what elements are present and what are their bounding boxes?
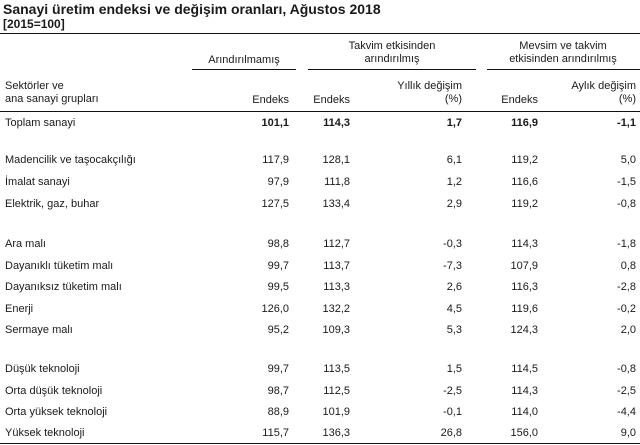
cell-annual-change: -7,3 [443,260,462,272]
group-header-seasonal-line1: Mevsim ve takvim [519,40,607,52]
cell-endeks-seasonal: 114,3 [511,385,538,397]
cell-monthly-change: -1,5 [617,176,636,188]
top-rule [0,33,640,34]
group-header-seasonal [487,40,639,66]
cell-annual-change: -2,5 [443,385,462,397]
column-header-annual-line1: Yıllık değişim [397,80,462,92]
column-header-monthly-line1: Aylık değişim [571,80,636,92]
cell-endeks-calendar: 113,7 [323,260,350,272]
row-label: Sermaye malı [5,324,73,336]
group-header-calendar-line1: Takvim etkisinden [348,40,436,52]
table-row [0,278,640,297]
cell-endeks-calendar: 109,3 [322,324,350,336]
cell-endeks-calendar: 112,7 [323,238,350,250]
cell-endeks-unadjusted: 99,7 [267,363,289,375]
group-header-calendar [308,40,476,66]
cell-endeks-calendar: 113,5 [323,363,350,375]
group-header-unadjusted: Arındırılmamış [208,54,280,66]
cell-monthly-change: -4,4 [617,406,636,418]
row-label: Enerji [5,303,34,315]
cell-endeks-unadjusted: 97,9 [267,176,289,188]
cell-endeks-seasonal: 119,6 [511,303,538,315]
cell-endeks-unadjusted: 115,7 [262,427,289,439]
table-row [0,173,640,192]
cell-annual-change: -0,3 [443,238,462,250]
cell-endeks-unadjusted: 95,2 [267,324,289,336]
table-row-total [0,114,640,133]
column-header-sector [5,80,99,106]
column-header-endeks-unadjusted: Endeks [252,94,289,106]
row-label: Dayanıksız tüketim malı [5,281,122,293]
cell-endeks-unadjusted: 126,0 [261,303,289,315]
cell-endeks-calendar: 112,5 [323,385,350,397]
cell-annual-change: 26,8 [440,427,462,439]
column-header-monthly-line2: (%) [618,93,636,105]
group-underline-seasonal [487,69,640,70]
cell-endeks-unadjusted: 117,9 [262,154,289,166]
row-label: Orta düşük teknoloji [5,385,103,397]
cell-endeks-seasonal: 156,0 [510,427,538,439]
row-label: Düşük teknoloji [5,363,80,375]
cell-endeks-seasonal: 119,2 [511,198,538,210]
table-row [0,300,640,319]
row-label: Yüksek teknoloji [5,427,85,439]
cell-endeks-unadjusted: 98,7 [267,385,289,397]
cell-monthly-change: -0,2 [617,303,636,315]
cell-endeks-calendar: 101,9 [322,406,350,418]
cell-annual-change: 1,2 [446,176,462,188]
cell-endeks-unadjusted: 101,1 [261,117,289,129]
cell-endeks-unadjusted: 99,5 [267,281,289,293]
cell-endeks-seasonal: 114,5 [511,363,538,375]
table-row [0,403,640,422]
group-underline-calendar [308,69,476,70]
cell-monthly-change: 9,0 [620,427,636,439]
cell-endeks-calendar: 136,3 [322,427,350,439]
cell-endeks-calendar: 113,3 [323,281,350,293]
row-label: Dayanıklı tüketim malı [5,260,114,272]
cell-monthly-change: 5,0 [620,154,636,166]
group-header-seasonal-line2: etkisinden arındırılmış [509,53,617,65]
bottom-rule [0,443,640,444]
table-title: Sanayi üretim endeksi ve değişim oranları, Ağustos 2018 [3,1,381,17]
cell-annual-change: 6,1 [446,154,462,166]
cell-annual-change: 1,5 [446,363,462,375]
cell-annual-change: 2,6 [446,281,462,293]
cell-endeks-calendar: 132,2 [322,303,350,315]
cell-annual-change: 2,9 [446,198,462,210]
row-label: Orta yüksek teknoloji [5,406,108,418]
cell-annual-change: 1,7 [446,117,462,129]
row-label: Elektrik, gaz, buhar [5,198,100,210]
cell-endeks-seasonal: 114,0 [511,406,538,418]
cell-endeks-calendar: 111,8 [324,176,350,188]
cell-endeks-seasonal: 114,3 [511,238,538,250]
cell-annual-change: -0,1 [443,406,462,418]
table-subtitle: [2015=100] [3,17,65,31]
table-row [0,195,640,214]
cell-monthly-change: 2,0 [620,324,636,336]
group-header-calendar-line2: arındırılmış [364,53,420,65]
cell-annual-change: 4,5 [446,303,462,315]
cell-endeks-calendar: 114,3 [323,117,350,129]
table-row [0,424,640,443]
column-header-annual-line2: (%) [444,93,462,105]
table-row [0,235,640,254]
cell-endeks-seasonal: 107,9 [510,260,538,272]
cell-endeks-calendar: 128,1 [322,154,350,166]
cell-endeks-seasonal: 116,6 [511,176,538,188]
column-header-endeks-calendar: Endeks [313,94,350,106]
cell-endeks-unadjusted: 127,5 [261,198,289,210]
cell-monthly-change: -1,8 [617,238,636,250]
cell-monthly-change: 0,8 [620,260,636,272]
cell-endeks-seasonal: 116,3 [511,281,538,293]
cell-monthly-change: -0,8 [617,363,636,375]
column-header-annual-change [376,80,462,106]
cell-endeks-unadjusted: 88,9 [267,406,289,418]
group-underline-unadjusted [192,69,296,70]
row-label: Toplam sanayi [5,117,76,129]
row-label: İmalat sanayi [5,176,70,188]
header-rule [0,111,640,112]
column-header-monthly-change [548,80,636,106]
table-row [0,382,640,401]
table-row [0,321,640,340]
table-row [0,151,640,170]
cell-monthly-change: -0,8 [617,198,636,210]
column-header-endeks-seasonal: Endeks [501,94,538,106]
cell-endeks-unadjusted: 99,7 [267,260,289,272]
column-header-sector-line1: Sektörler ve [5,80,64,92]
cell-endeks-seasonal: 124,3 [510,324,538,336]
cell-monthly-change: -1,1 [617,117,636,129]
cell-monthly-change: -2,5 [617,385,636,397]
cell-monthly-change: -2,8 [617,281,636,293]
table-row [0,360,640,379]
cell-endeks-unadjusted: 98,8 [267,238,289,250]
cell-endeks-seasonal: 116,9 [511,117,538,129]
table-row [0,257,640,276]
row-label: Madencilik ve taşocakçılığı [5,154,136,166]
row-label: Ara malı [5,238,46,250]
column-header-sector-line2: ana sanayi grupları [5,93,99,105]
cell-endeks-calendar: 133,4 [322,198,350,210]
cell-annual-change: 5,3 [446,324,462,336]
cell-endeks-seasonal: 119,2 [511,154,538,166]
